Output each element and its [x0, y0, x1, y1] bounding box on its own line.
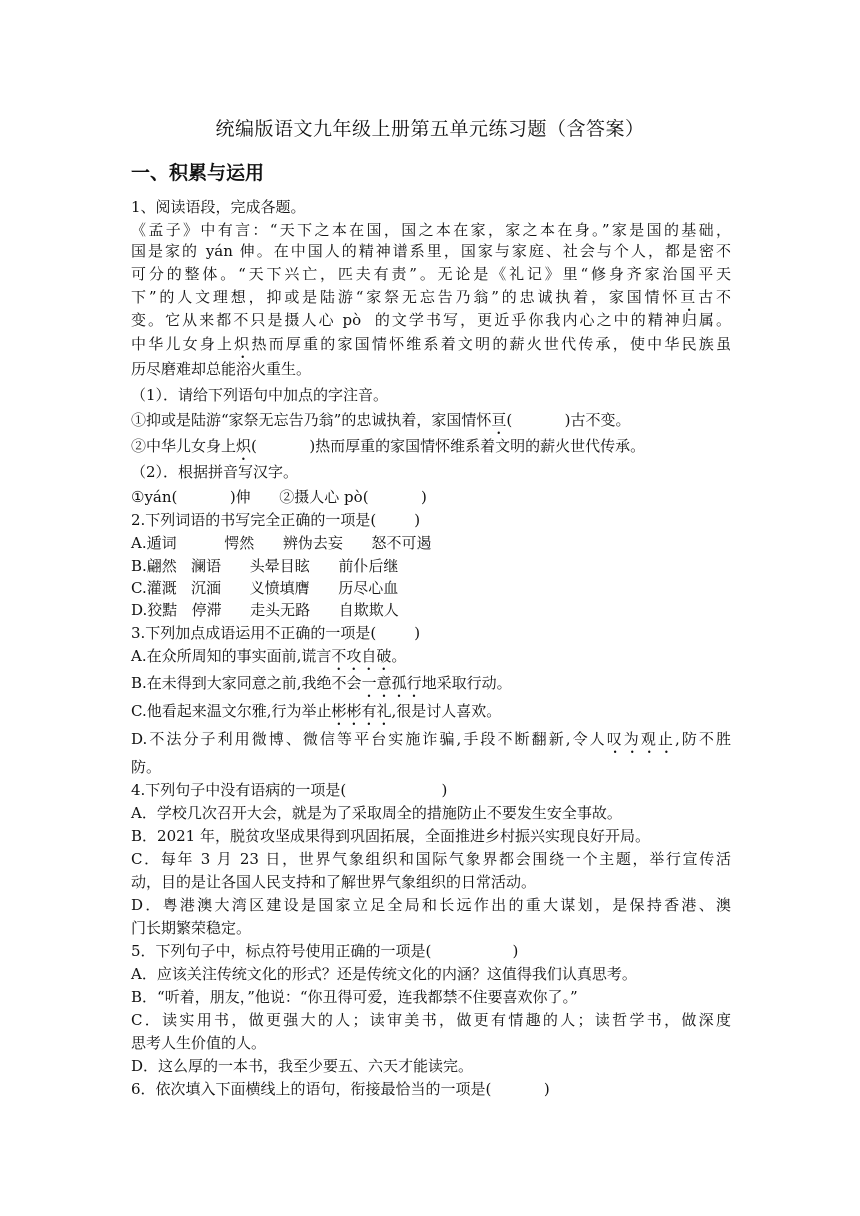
option-b: B.在未得到大家同意之前,我绝不会一意孤行地采取行动。: [131, 674, 512, 692]
question-2: 2.下列词语的书写完全正确的一项是( ): [131, 511, 421, 529]
option-a: A.遁词 愕然 辨伪去妄 怒不可遏: [131, 534, 432, 552]
passage-line: 可分的整体。“天下兴亡，匹夫有责”。无论是《礼记》里“修身齐家治国平天: [131, 265, 731, 283]
option-c: C．每年 3 月 23 日，世界气象组织和国际气象界都会围绕一个主题，举行宣传活: [131, 850, 731, 868]
passage-line: 变。它从来都不只是摄人心 pò 的文学书写，更近乎你我内心之中的精神归属。: [131, 311, 731, 329]
question-3: 3.下列加点成语运用不正确的一项是( ): [131, 624, 421, 642]
option-c: C.他看起来温文尔雅,行为举止彬彬有礼,很是讨人喜欢。: [131, 702, 502, 720]
option-b: B.翩然 澜语 头晕目眩 前仆后继: [131, 557, 399, 575]
passage-line: 《孟子》中有言：“天下之本在国，国之本在家，家之本在身。”家是国的基础，: [131, 221, 731, 239]
option-d-cont: 门长期繁荣稳定。: [131, 919, 252, 937]
option-c-cont: 动，目的是让各国人民支持和了解世界气象组织的日常活动。: [131, 873, 537, 891]
option-d-cont: 防。: [131, 758, 162, 776]
section-heading: 一、积累与运用: [131, 162, 265, 184]
option-d: D．粤港澳大湾区建设是国家立足全局和长远作出的重大谋划，是保持香港、澳: [131, 896, 731, 914]
question-6: 6．依次填入下面横线上的语句，衔接最恰当的一项是( ): [131, 1080, 550, 1098]
option-d: D.不法分子利用微博、微信等平台实施诈骗,手段不断翻新,令人叹为观止,防不胜: [131, 730, 731, 748]
subquestion-1-1: （1）．请给下列语句中加点的字注音。: [131, 386, 389, 404]
option-d: D．这么厚的一本书，我至少要五、六天才能读完。: [131, 1057, 474, 1075]
option-c-cont: 思考人生价值的人。: [131, 1034, 267, 1052]
option-a: A．学校几次召开大会，就是为了采取周全的措施防止不要发生安全事故。: [131, 804, 622, 822]
question-5: 5．下列句子中，标点符号使用正确的一项是( ): [131, 942, 519, 960]
option-b: B．“听着，朋友，”他说：“你丑得可爱，连我都禁不住要喜欢你了。”: [131, 988, 578, 1006]
question-4: 4.下列句子中没有语病的一项是( ): [131, 781, 448, 799]
option-a: A.在众所周知的事实面前,谎言不攻自破。: [131, 647, 407, 665]
option-a: A．应该关注传统文化的形式？还是传统文化的内涵？这值得我们认真思考。: [131, 965, 637, 983]
option-d: D.狡黠 停滞 走头无路 自欺欺人: [131, 601, 399, 619]
passage-line: 国是家的 yán 伸。在中国人的精神谱系里，国家与家庭、社会与个人，都是密不: [131, 242, 731, 260]
passage-line: 历尽磨难却总能浴火重生。: [131, 360, 312, 378]
option-c: C.灌溉 沉湎 义愤填膺 历尽心血: [131, 579, 399, 597]
subquestion-item: ①yán( )伸 ②摄人心 pò( ): [131, 488, 427, 506]
option-c: C．读实用书，做更强大的人；读审美书，做更有情趣的人；读哲学书，做深度: [131, 1011, 731, 1029]
option-b: B．2021 年，脱贫攻坚成果得到巩固拓展，全面推进乡村振兴实现良好开局。: [131, 827, 650, 845]
question-1-intro: 1、阅读语段，完成各题。: [131, 198, 306, 216]
subquestion-item: ①抑或是陆游“家祭无忘告乃翁”的忠诚执着，家国情怀亘( )古不变。: [131, 411, 631, 429]
passage-line: 下”的人文理想，抑或是陆游“家祭无忘告乃翁”的忠诚执着，家国情怀亘古不: [131, 288, 731, 306]
passage-line: 中华儿女身上炽热而厚重的家国情怀维系着文明的薪火世代传承，使中华民族虽: [131, 335, 731, 353]
document-title: 统编版语文九年级上册第五单元练习题（含答案）: [215, 118, 645, 140]
subquestion-1-2: （2）．根据拼音写汉字。: [131, 463, 299, 481]
subquestion-item: ②中华儿女身上炽( )热而厚重的家国情怀维系着文明的薪火世代传承。: [131, 437, 646, 455]
